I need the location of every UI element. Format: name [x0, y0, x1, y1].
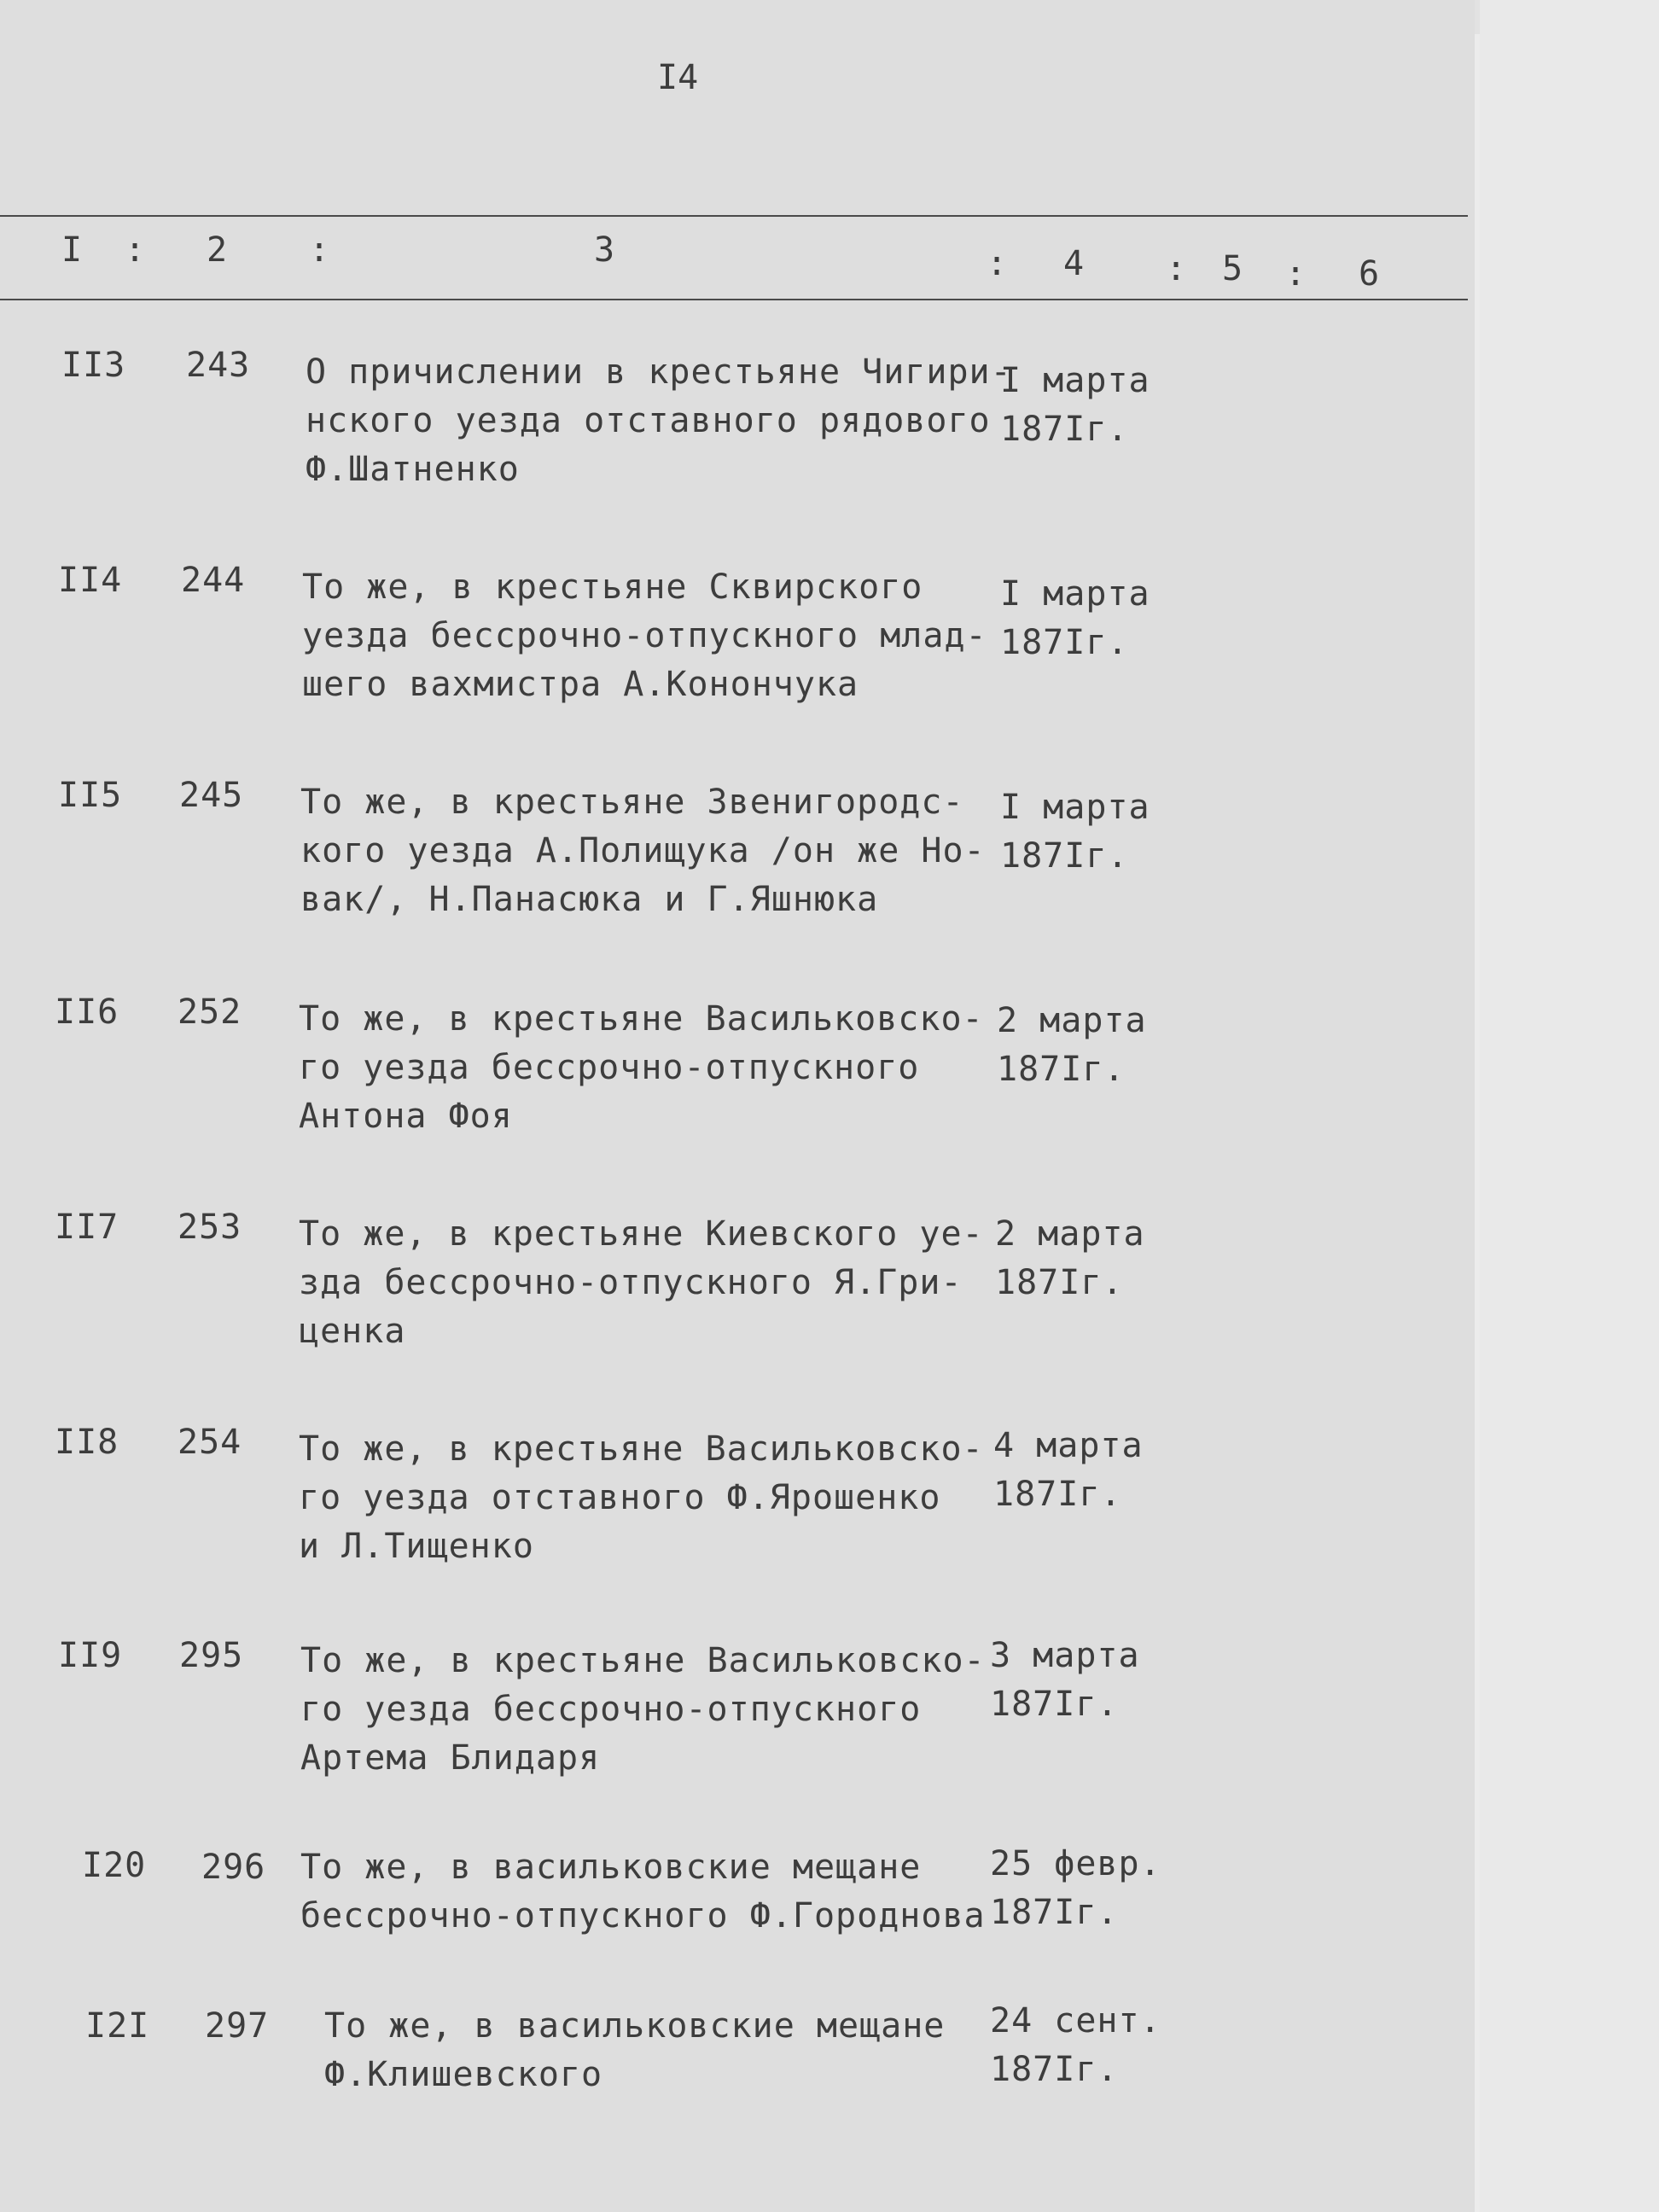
row-number: I20 [82, 1846, 147, 1885]
entry-text-line: го уезда бессрочно-отпускного [300, 1690, 922, 1729]
entry-text-line: зда бессрочно-отпускного Я.Гри- [299, 1263, 963, 1302]
entry-date-line: 2 марта [995, 1214, 1145, 1254]
entry-text-line: уезда бессрочно-отпускного млад- [302, 616, 987, 655]
entry-text-line: То же, в васильковские мещане [300, 1848, 922, 1887]
row-number: II3 [61, 346, 126, 385]
entry-text-line: Антона Фоя [299, 1097, 513, 1136]
case-number: 243 [186, 346, 251, 385]
entry-date-line: 3 марта [990, 1636, 1140, 1675]
row-number: II5 [58, 776, 123, 815]
entry-date-line: 187Iг. [990, 2050, 1119, 2089]
entry-text-line: То же, в крестьяне Киевского уе- [299, 1214, 984, 1254]
entry-date-line: 187Iг. [1000, 836, 1129, 876]
entry-text-line: кого уезда А.Полищука /он же Но- [300, 831, 986, 870]
case-number: 252 [178, 992, 242, 1032]
row-number: I2I [85, 2006, 150, 2046]
entry-text-line: вак/, Н.Панасюка и Г.Яшнюка [300, 880, 879, 919]
entry-text-line: го уезда отставного Ф.Ярошенко [299, 1478, 941, 1517]
column-header-1: I [61, 230, 83, 270]
case-number: 245 [179, 776, 244, 815]
entry-text-line: То же, в крестьяне Васильковско- [300, 1641, 986, 1680]
case-number: 254 [178, 1423, 242, 1462]
case-number: 253 [178, 1208, 242, 1247]
column-header-2: 2 [207, 230, 228, 270]
entry-date-line: 187Iг. [990, 1685, 1119, 1724]
entry-text-line: То же, в васильковские мещане [324, 2006, 946, 2046]
case-number: 244 [181, 561, 246, 600]
entry-date-line: 187Iг. [1000, 410, 1129, 449]
entry-date-line: 187Iг. [997, 1050, 1126, 1089]
column-separator: : [987, 244, 1008, 283]
entry-text-line: ценка [299, 1312, 406, 1351]
entry-text-line: То же, в крестьяне Васильковско- [299, 1429, 984, 1469]
entry-date-line: 187Iг. [995, 1263, 1124, 1302]
entry-text-line: То же, в крестьяне Васильковско- [299, 999, 984, 1039]
entry-text-line: Ф.Шатненко [306, 450, 520, 489]
background-strip [1480, 0, 1659, 2212]
header-rule-bottom [0, 299, 1468, 300]
entry-text-line: О причислении в крестьяне Чигири- [306, 352, 1012, 392]
case-number: 295 [179, 1636, 244, 1675]
column-separator: : [1166, 249, 1187, 288]
entry-date-line: I марта [1000, 361, 1150, 400]
column-separator: : [1285, 254, 1307, 294]
entry-date-line: I марта [1000, 574, 1150, 614]
entry-date-line: I марта [1000, 788, 1150, 827]
row-number: II6 [55, 992, 119, 1032]
entry-text-line: го уезда бессрочно-отпускного [299, 1048, 920, 1087]
column-header-4: 4 [1063, 244, 1085, 283]
entry-date-line: 25 февр. [990, 1844, 1161, 1883]
entry-date-line: 2 марта [997, 1001, 1147, 1040]
header-rule-top [0, 215, 1468, 217]
column-header-3: 3 [594, 230, 615, 270]
column-separator: : [309, 230, 330, 270]
column-header-5: 5 [1222, 249, 1243, 288]
entry-text-line: Ф.Клишевского [324, 2055, 603, 2094]
row-number: II8 [55, 1423, 119, 1462]
row-number: II4 [58, 561, 123, 600]
entry-text-line: бессрочно-отпускного Ф.Городнова [300, 1896, 986, 1936]
entry-date-line: 24 сент. [990, 2001, 1161, 2040]
entry-text-line: Артема Блидаря [300, 1738, 601, 1778]
entry-text-line: То же, в крестьяне Сквирского [302, 568, 923, 607]
entry-text-line: шего вахмистра А.Конончука [302, 665, 859, 704]
entry-text-line: и Л.Тищенко [299, 1527, 534, 1566]
case-number: 297 [205, 2006, 270, 2046]
row-number: II7 [55, 1208, 119, 1247]
entry-date-line: 4 марта [993, 1426, 1144, 1465]
column-header-6: 6 [1359, 254, 1380, 294]
entry-text-line: То же, в крестьяне Звенигородс- [300, 783, 964, 822]
column-separator: : [125, 230, 146, 270]
row-number: II9 [58, 1636, 123, 1675]
page-number: I4 [657, 58, 699, 97]
entry-date-line: 187Iг. [1000, 623, 1129, 662]
entry-date-line: 187Iг. [993, 1475, 1122, 1514]
entry-date-line: 187Iг. [990, 1893, 1119, 1932]
case-number: 296 [201, 1848, 266, 1887]
entry-text-line: нского уезда отставного рядового [306, 401, 991, 440]
